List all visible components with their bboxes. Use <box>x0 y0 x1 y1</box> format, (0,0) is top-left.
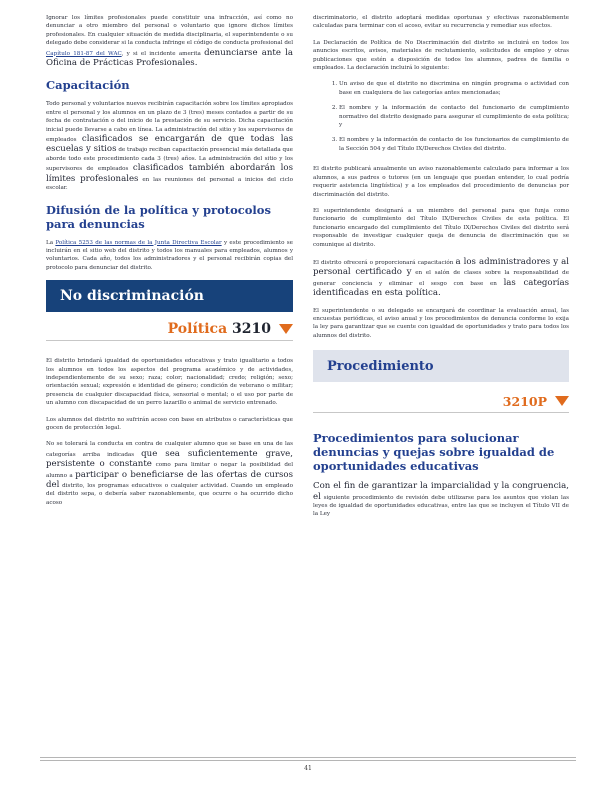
list-item: 3. El nombre y la información de contacto de los funcionarios de cumplimiento de la Sección 504 y del Título IX/Derechos Civiles del distrito. <box>339 136 569 153</box>
triangle-down-icon <box>555 396 569 406</box>
policy-paragraph-2: Los alumnos del distrito no sufrirán acoso con base en atributos o características que gocen de protección legal. <box>46 416 293 431</box>
training-paragraph: Todo personal y voluntarios nuevos recibirán capacitación sobre los límites apropiados entre el personal y los alumnos en un plazo de 3 (tres) meses contados a partir de su fecha de contratación o del inicio de la prestación de su servicio. Dicha capacitación inicial puede llevarse a cabo en línea. La administración del sitio y los supervisores de empleados clasificados se encargarán de que todas las escuelas y sitios de trabajo reciban capacitación presencial más detallada que aborde todo este procedimiento cada 3 (tres) años. La administración del sitio y los supervisores de empleados clasificados también abordarán los límites profesionales en las reuniones del personal a inicios del ciclo escolar. <box>46 101 293 192</box>
policy-5253-link[interactable]: Política 5253 de las normas de la Junta Directiva Escolar <box>55 239 222 246</box>
declaration-list <box>313 80 569 153</box>
footer-rule <box>40 757 576 761</box>
page-number: 41 <box>304 765 312 772</box>
procedure-heading: Procedimientos para solucionar denuncias y quejas sobre igualdad de oportunidades educativas <box>313 431 555 474</box>
diffusion-paragraph: La Política 5253 de las normas de la Junta Directiva Escolar y este procedimiento se incluirán en el sitio web del distrito y todos los manuales para empleados, alumnos y voluntarios. Cada año, todos los administradores y el personal recibirán copias del protocolo para denunciar del distrito. <box>46 239 293 271</box>
diffusion-heading: Difusión de la política y protocolos para denuncias <box>46 202 271 231</box>
policy-label: Política 3210 <box>167 321 271 338</box>
procedure-banner: Procedimiento <box>313 350 569 382</box>
right-paragraph-2: La Declaración de Política de No Discriminación del distrito se incluirá en todos los anuncios escritos, avisos, materiales de reclutamiento, solicitudes de empleo y otras publicaciones que estén a disposición de todos los alumnos, padres de familia o empleados. La declaración incluirá lo siguiente: <box>313 39 569 72</box>
list-item: 2. El nombre y la información de contacto del funcionario de cumplimiento normativo del distrito designado para asegurar el cumplimiento de esta política; y <box>339 104 569 129</box>
right-column <box>313 14 569 527</box>
right-paragraph-6: El superintendente o su delegado se encargará de coordinar la evaluación anual, las encuestas periódicas, el aviso anual y los procedimientos de denuncia conforme lo exija la ley para garantizar que se cuente con igualdad de oportunidades y trato para todos los alumnos del distrito. <box>313 307 569 339</box>
left-column <box>46 14 293 515</box>
list-item: 1. Un aviso de que el distrito no discrimina en ningún programa o actividad con base en cualquiera de las categorías antes mencionadas; <box>339 80 569 97</box>
right-paragraph-3: El distrito publicará anualmente un aviso razonablemente calculado para informar a los alumnos, a sus padres o tutores (en un lenguaje que puedan entender, lo cual podría requerir asistencia lingüística) y a los empleados del procedimiento de denuncias por discriminación del distrito. <box>313 166 569 198</box>
procedure-paragraph: Con el fin de garantizar la imparcialidad y la congruencia, el siguiente procedimiento de revisión debe utilizarse para los asuntos que violan las leyes de igualdad de oportunidades educativas, entre las que se incluyen el Título VII de la Ley <box>313 481 570 518</box>
policy-3210-header <box>46 318 293 341</box>
left-paragraph-1: Ignorar los límites profesionales puede constituir una infracción, así como no denunciar a otro miembro del personal o voluntario que ignore dichos límites profesionales. En cualquier situación de medida disciplinaria, el superintendente o su delegado debe considerar si la conducta infringe el código de conducta profesional del Capítulo 181-87 del WAC, y si el incidente amerita denunciarse ante la Oficina de Prácticas Profesionales. <box>46 15 293 69</box>
right-paragraph-5: El distrito ofrecerá o proporcionará capacitación a los administradores y al personal certificado y en el salón de clases sobre la responsabilidad de generar conciencia y eliminar el sesgo con base en las categorías identificadas en esta política. <box>313 256 570 299</box>
policy-paragraph-3: No se tolerará la conducta en contra de cualquier alumno que se base en una de las categorías arriba indicadas que sea suficientemente grave, persistente o constante como para limitar o negar la posibilidad del alumno a participar o beneficiarse de las ofertas de cursos del distrito, los programas educativos o cualquier actividad. Cuando un empleado del distrito sepa, o debería saber razonablemente, que ocurre o ha ocurrido dicho acoso <box>46 441 293 506</box>
procedure-3210p-header <box>313 390 569 413</box>
right-paragraph-4: El superintendente designará a un miembro del personal para que funja como funcionario de cumplimiento del Título IX/Derechos Civiles de esta política. El funcionario encargado del cumplimiento del Título IX/Derechos Civiles del distrito será responsable de investigar cualquier queja de denuncia de discriminación que se comunique al distrito. <box>313 207 569 248</box>
non-discrimination-banner: No discriminación <box>46 280 293 312</box>
wac-chapter-link[interactable]: Capítulo 181-87 del WAC <box>46 50 122 57</box>
triangle-down-icon <box>279 324 293 334</box>
policy-paragraph-1: El distrito brindará igualdad de oportunidades educativas y trato igualitario a todos los alumnos en todos los aspectos del programa académico y de actividades, independientemente de su sexo; raza; color; nacionalidad; credo; religión; sexo; orientación sexual; expresión e identidad de género; condición de veterano o militar; presencia de cualquier discapacidad física, sensorial o mental; o el uso por parte de un alumno con discapacidad de un perro lazarillo o animal de servicio entrenado. <box>46 358 293 407</box>
right-paragraph-1: discriminatorio, el distrito adoptará medidas oportunas y efectivas razonablemente calculadas para terminar con el acoso, evitar su recurrencia y remediar sus efectos. <box>313 15 569 30</box>
procedure-code: 3210P <box>502 393 547 409</box>
training-heading: Capacitación <box>46 78 130 93</box>
